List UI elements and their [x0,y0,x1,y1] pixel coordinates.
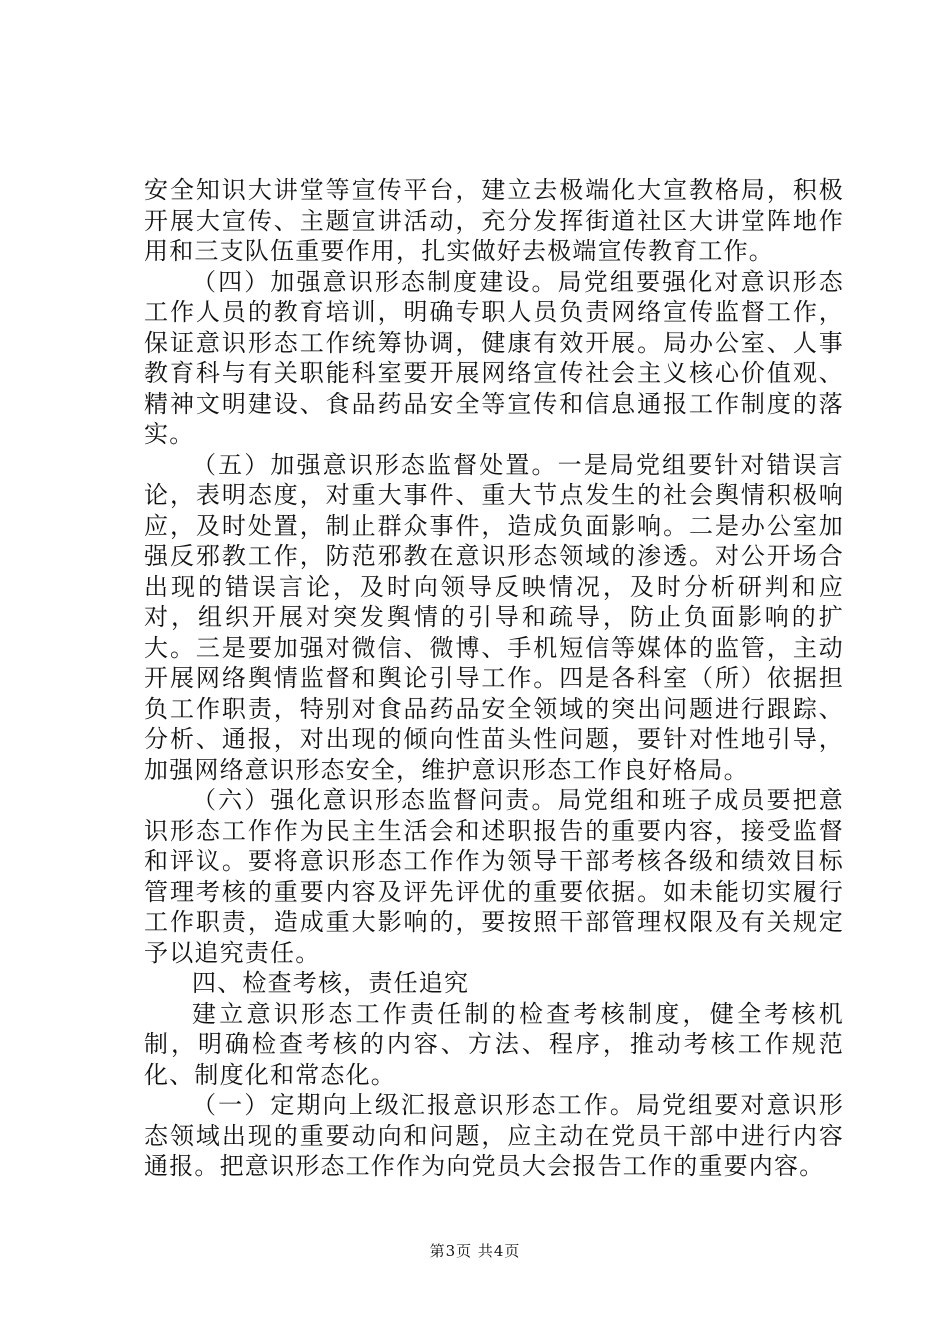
page-footer [0,1240,950,1261]
paragraph-inspection-intro: 建立意识形态工作责任制的检查考核制度，健全考核机制，明确检查考核的内容、方法、程序，推动考核工作规范化、制度化和常态化。 [144,999,844,1089]
paragraph-section-5: （五）加强意识形态监督处置。一是局党组要针对错误言论，表明态度，对重大事件、重大节点发生的社会舆情积极响应，及时处置，制止群众事件，造成负面影响。二是办公室加强反邪教工作，防范邪教在意识形态领域的渗透。对公开场合出现的错误言论，及时向领导反映情况，及时分析研判和应对，组织开展对突发舆情的引导和疏导，防止负面影响的扩大。三是要加强对微信、微博、手机短信等媒体的监管，主动开展网络舆情监督和舆论引导工作。四是各科室（所）依据担负工作职责，特别对食品药品安全领域的突出问题进行跟踪、分析、通报，对出现的倾向性苗头性问题，要针对性地引导，加强网络意识形态安全，维护意识形态工作良好格局。 [144,450,844,784]
paragraph-subsection-1: （一）定期向上级汇报意识形态工作。局党组要对意识形态领域出现的重要动向和问题，应主动在党员干部中进行内容通报。把意识形态工作作为向党员大会报告工作的重要内容。 [144,1091,844,1180]
paragraph-continuation: 安全知识大讲堂等宣传平台，建立去极端化大宣教格局，积极开展大宣传、主题宣讲活动，充分发挥街道社区大讲堂阵地作用和三支队伍重要作用，扎实做好去极端宣传教育工作。 [144,176,844,265]
page-number-label: 第3页 共4页 [429,1242,521,1260]
section-heading-inspection: 四、检查考核，责任追究 [192,969,470,997]
paragraph-section-4: （四）加强意识形态制度建设。局党组要强化对意识形态工作人员的教育培训，明确专职人员负责网络宣传监督工作，保证意识形态工作统筹协调，健康有效开展。局办公室、人事教育科与有关职能科室要开展网络宣传社会主义核心价值观、精神文明建设、食品药品安全等宣传和信息通报工作制度的落实。 [144,267,844,448]
paragraph-section-6: （六）强化意识形态监督问责。局党组和班子成员要把意识形态工作作为民主生活会和述职报告的重要内容，接受监督和评议。要将意识形态工作作为领导干部考核各级和绩效目标管理考核的重要内容及评先评优的重要依据。如未能切实履行工作职责，造成重大影响的，要按照干部管理权限及有关规定予以追究责任。 [144,786,844,967]
document-body [144,175,844,1182]
